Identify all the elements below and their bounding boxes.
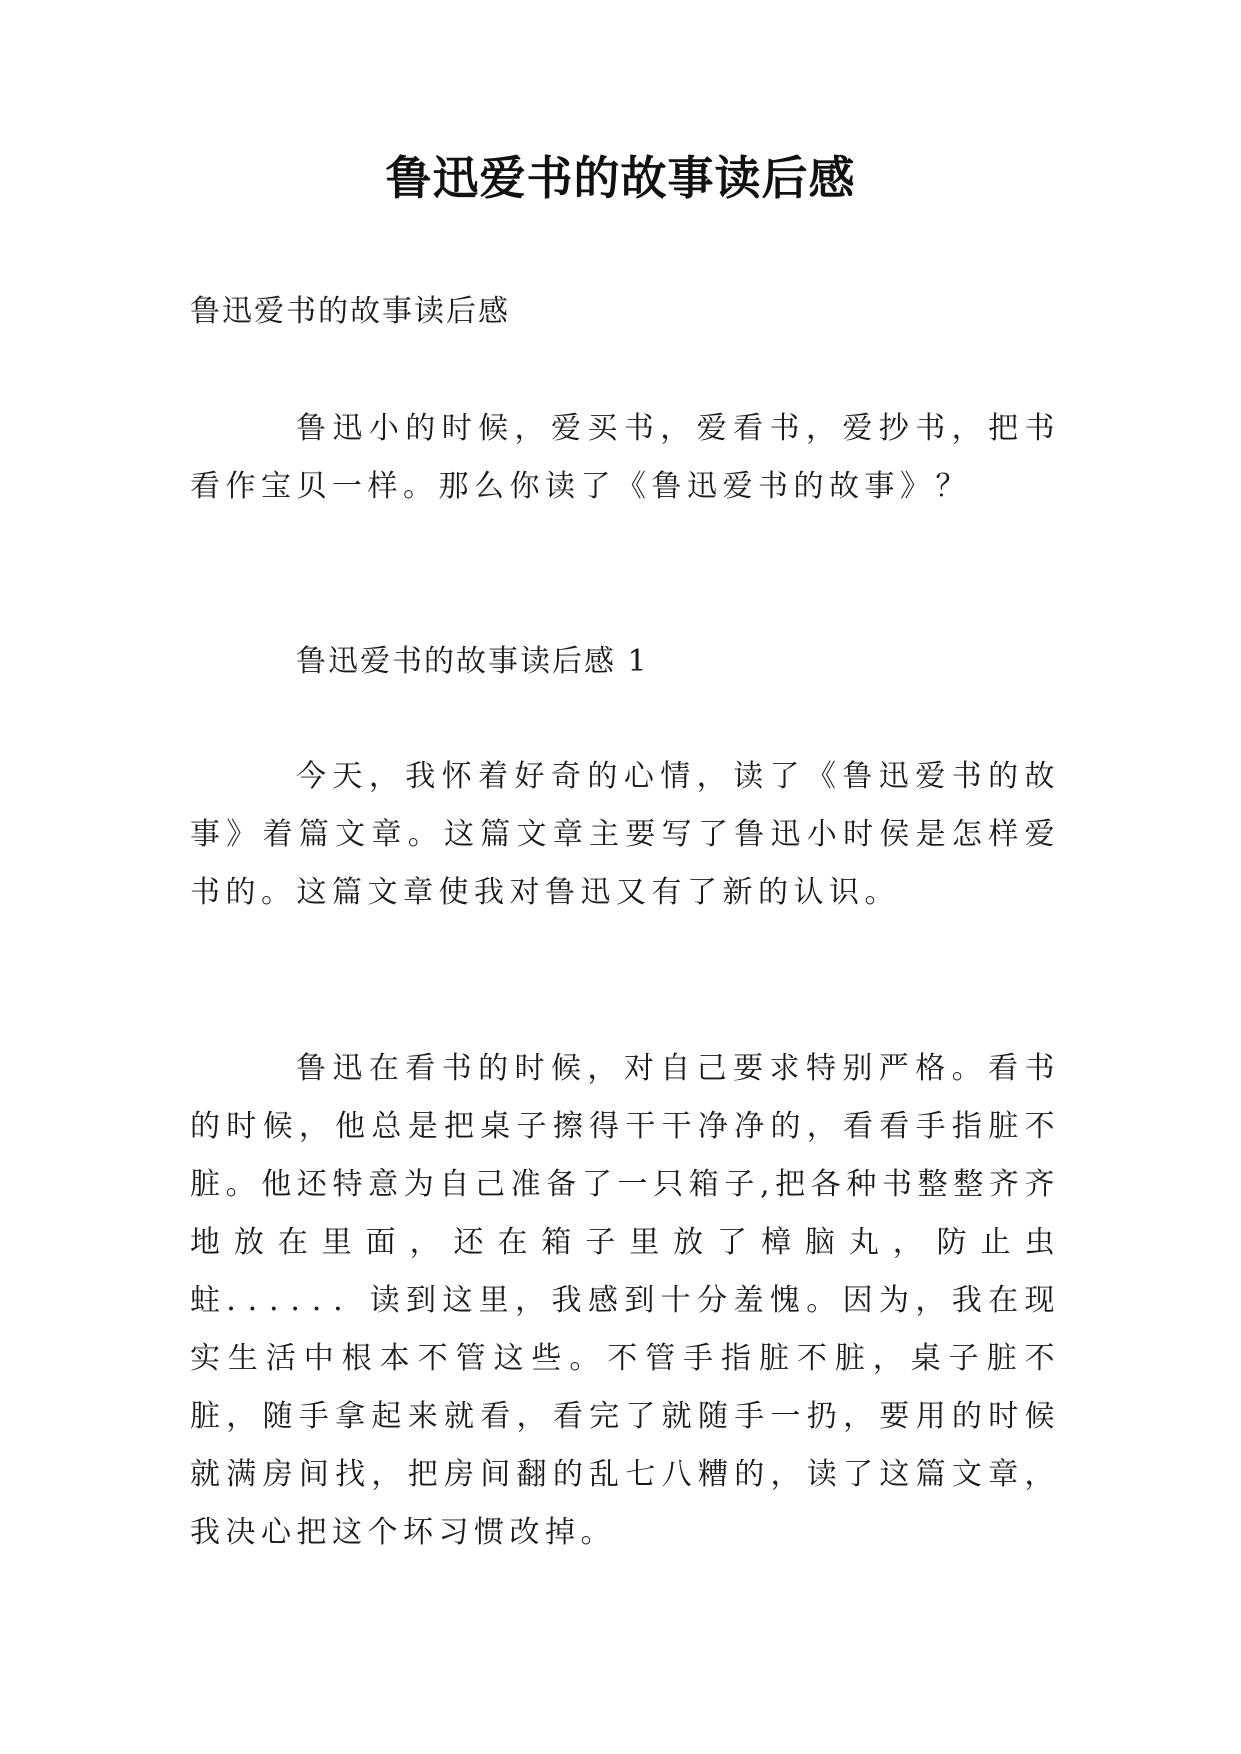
body-paragraph-2: 鲁迅在看书的时候，对自己要求特别严格。看书的时候，他总是把桌子擦得干干净净的，看看手指脏不脏。他还特意为自己准备了一只箱子,把各种书整整齐齐地放在里面，还在箱子里放了樟脑丸，防止虫蛀．．．．．．读到这里，我感到十分羞愧。因为，我在现实生活中根本不管这些。不管手指脏不脏，桌子脏不脏，随手拿起来就看，看完了就随手一扔，要用的时候就满房间找，把房间翻的乱七八糟的，读了这篇文章，我决心把这个坏习惯改掉。: [190, 1051, 1060, 1550]
document-subtitle: 鲁迅爱书的故事读后感: [190, 294, 510, 329]
body-paragraph-1: 今天，我怀着好奇的心情，读了《鲁迅爱书的故事》着篇文章。这篇文章主要写了鲁迅小时侯是怎样爱书的。这篇文章使我对鲁迅又有了新的认识。: [190, 759, 1060, 910]
document-title: 鲁迅爱书的故事读后感: [385, 151, 856, 205]
intro-paragraph: 鲁迅小的时候，爱买书，爱看书，爱抄书，把书看作宝贝一样。那么你读了《鲁迅爱书的故事》？: [190, 411, 1060, 504]
section-heading: 鲁迅爱书的故事读后感 1: [296, 644, 649, 679]
